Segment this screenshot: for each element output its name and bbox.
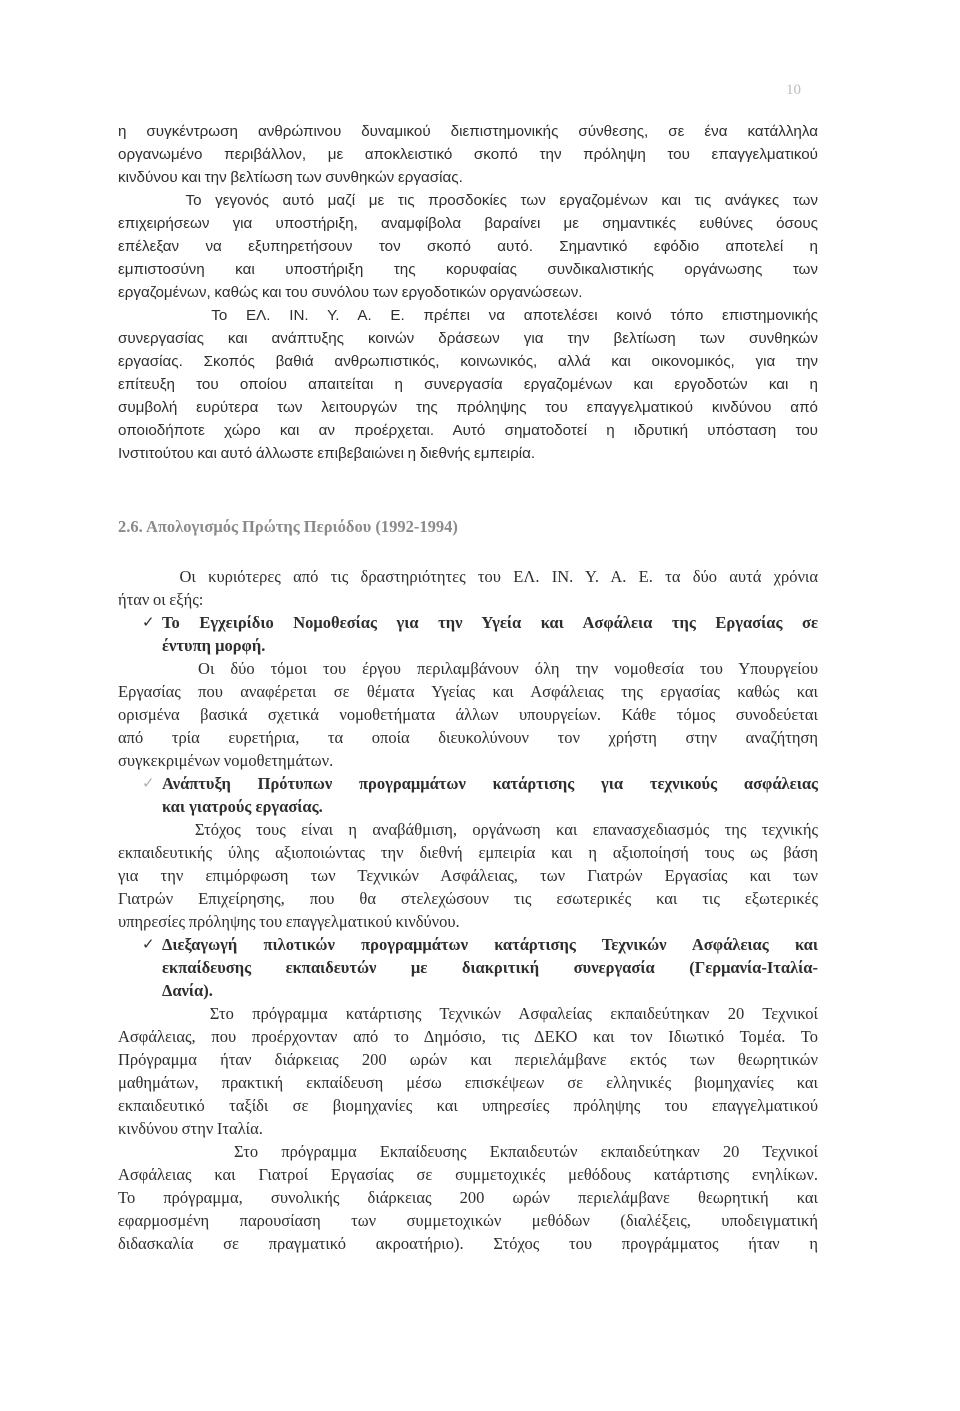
text-line: εμπιστοσύνη και υποστήριξη της κορυφαίας συνδικαλιστικής οργάνωσης των xyxy=(118,261,818,278)
text-line: οποιοδήποτε χώρο και αν προέρχεται. Αυτό σηματοδοτεί η ιδρυτική υπόσταση του xyxy=(118,422,818,439)
text-line: Γιατρών Επιχείρησης, που θα στελεχώσουν τις εσωτερικές και τις εξωτερικές xyxy=(118,889,818,908)
checkmark-icon: ✓ xyxy=(142,774,155,792)
bullet-item-title xyxy=(118,611,818,634)
intro-paragraphs xyxy=(118,120,818,465)
text-line: κινδύνου στην Ιταλία. xyxy=(118,1119,263,1138)
text-line: εργασίας. Σκοπός βαθιά ανθρωπιστικός, κοινωνικός, αλλά και οικονομικός, για την xyxy=(118,353,818,370)
bullet-title-text: Ανάπτυξη Πρότυπων προγραμμάτων κατάρτισης για τεχνικούς ασφάλειας xyxy=(162,774,818,793)
text-line: Στο πρόγραμμα κατάρτισης Τεχνικών Ασφαλείας εκπαιδεύτηκαν 20 Τεχνικοί xyxy=(118,1004,818,1023)
text-line: μαθημάτων, πρακτική εκπαίδευση μέσω επισκέψεων σε ελληνικές βιομηχανίες και xyxy=(118,1073,818,1092)
section-body xyxy=(118,565,818,1255)
text-line: διδασκαλία σε πραγματικό ακροατήριο). Στόχος του προγράμματος ήταν η xyxy=(118,1234,818,1253)
text-line: Οι κυριότερες από τις δραστηριότητες του ΕΛ. ΙΝ. Υ. Α. Ε. τα δύο αυτά χρόνια xyxy=(118,567,818,586)
bullet-title-text: εκπαίδευσης εκπαιδευτών με διακριτική συνεργασία (Γερμανία-Ιταλία- xyxy=(162,958,818,977)
bullet-title-text: Διεξαγωγή πιλοτικών προγραμμάτων κατάρτισης Τεχνικών Ασφάλειας και xyxy=(162,935,818,954)
page-number: 10 xyxy=(786,82,801,98)
text-line: η συγκέντρωση ανθρώπινου δυναμικού διεπιστημονικής σύνθεσης, σε ένα κατάλληλα xyxy=(118,123,818,140)
text-line: Ινστιτούτου και αυτό άλλωστε επιβεβαιώνει η διεθνής εμπειρία. xyxy=(118,445,536,462)
section-heading: 2.6. Απολογισμός Πρώτης Περιόδου (1992-1994) xyxy=(118,517,458,536)
text-line: ήταν οι εξής: xyxy=(118,590,204,609)
bullet-item-title xyxy=(118,772,818,795)
checkmark-icon: ✓ xyxy=(142,613,155,631)
text-line: Το ΕΛ. ΙΝ. Υ. Α. Ε. πρέπει να αποτελέσει κοινό τόπο επιστημονικής xyxy=(118,307,818,324)
bullet-item-title xyxy=(118,634,818,657)
text-line: Οι δύο τόμοι του έργου περιλαμβάνουν όλη την νομοθεσία του Υπουργείου xyxy=(118,659,818,678)
text-line: Εργασίας που αναφέρεται σε θέματα Υγείας και Ασφάλειας της εργασίας καθώς και xyxy=(118,682,818,701)
checkmark-icon: ✓ xyxy=(142,935,155,953)
text-line: Πρόγραμμα ήταν διάρκειας 200 ωρών και περιελάμβανε εκτός των θεωρητικών xyxy=(118,1050,818,1069)
bullet-item-title xyxy=(118,795,818,818)
text-line: επίτευξη του οποίου απαιτείται η συνεργασία εργαζομένων και εργοδοτών και η xyxy=(118,376,818,393)
text-line: εκπαιδευτικής ύλης αξιοποιώντας την διεθνή εμπειρία και η αξιοποίησή τους ως βάση xyxy=(118,843,818,862)
bullet-title-text: έντυπη μορφή. xyxy=(162,636,266,655)
bullet-item-title xyxy=(118,956,818,979)
bullet-title-text: Δανία). xyxy=(162,981,213,1000)
text-line: από τρία ευρετήρια, τα οποία διευκολύνουν τον χρήστη στην αναζήτηση xyxy=(118,728,818,747)
text-line: εκπαιδευτικό ταξίδι σε βιομηχανίες και υπηρεσίες πρόληψης του επαγγελματικού xyxy=(118,1096,818,1115)
text-line: Το γεγονός αυτό μαζί με τις προσδοκίες των εργαζομένων και τις ανάγκες των xyxy=(118,192,818,209)
text-line: Στο πρόγραμμα Εκπαίδευσης Εκπαιδευτών εκπαιδεύτηκαν 20 Τεχνικοί xyxy=(118,1142,818,1161)
text-line: επέλεξαν να εξυπηρετήσουν τον σκοπό αυτό. Σημαντικό εφόδιο αποτελεί η xyxy=(118,238,818,255)
text-line: επιχειρήσεων για υποστήριξη, αναμφίβολα βαραίνει με σημαντικές ευθύνες όσους xyxy=(118,215,818,232)
text-line: εργαζομένων, καθώς και του συνόλου των εργοδοτικών οργανώσεων. xyxy=(118,284,583,301)
bullet-item-title xyxy=(118,933,818,956)
text-line: Ασφάλειας, που προέρχονταν από το Δημόσιο, τις ΔΕΚΟ και τον Ιδιωτικό Τομέα. Το xyxy=(118,1027,818,1046)
text-line: Στόχος τους είναι η αναβάθμιση, οργάνωση και επανασχεδιασμός της τεχνικής xyxy=(118,820,818,839)
text-line: κινδύνου και την βελτίωση των συνθηκών εργασίας. xyxy=(118,169,463,186)
text-line: συμβολή ευρύτερα των λειτουργών της πρόληψης του επαγγελματικού κινδύνου από xyxy=(118,399,818,416)
text-line: εφαρμοσμένη παρουσίαση των συμμετοχικών μεθόδων (διαλέξεις, υποδειγματική xyxy=(118,1211,818,1230)
text-line: οργανωμένο περιβάλλον, με αποκλειστικό σκοπό την πρόληψη του επαγγελματικού xyxy=(118,146,818,163)
bullet-title-text: Το Εγχειρίδιο Νομοθεσίας για την Υγεία και Ασφάλεια της Εργασίας σε xyxy=(162,613,818,632)
bullet-item-title xyxy=(118,979,818,1002)
text-line: συνεργασίας και ανάπτυξης κοινών δράσεων για την βελτίωση των συνθηκών xyxy=(118,330,818,347)
text-line: υπηρεσίες πρόληψης του επαγγελματικού κινδύνου. xyxy=(118,912,460,931)
bullet-title-text: και γιατρούς εργασίας. xyxy=(162,797,323,816)
text-line: Το πρόγραμμα, συνολικής διάρκειας 200 ωρών περιελάμβανε θεωρητική και xyxy=(118,1188,818,1207)
text-line: συγκεκριμένων νομοθετημάτων. xyxy=(118,751,334,770)
text-line: ορισμένα βασικά σχετικά νομοθετήματα άλλων υπουργείων. Κάθε τόμος συνοδεύεται xyxy=(118,705,818,724)
text-line: Ασφάλειας και Γιατροί Εργασίας σε συμμετοχικές μεθόδους κατάρτισης ενηλίκων. xyxy=(118,1165,818,1184)
text-line: για την επιμόρφωση των Τεχνικών Ασφάλειας, των Γιατρών Εργασίας και των xyxy=(118,866,818,885)
